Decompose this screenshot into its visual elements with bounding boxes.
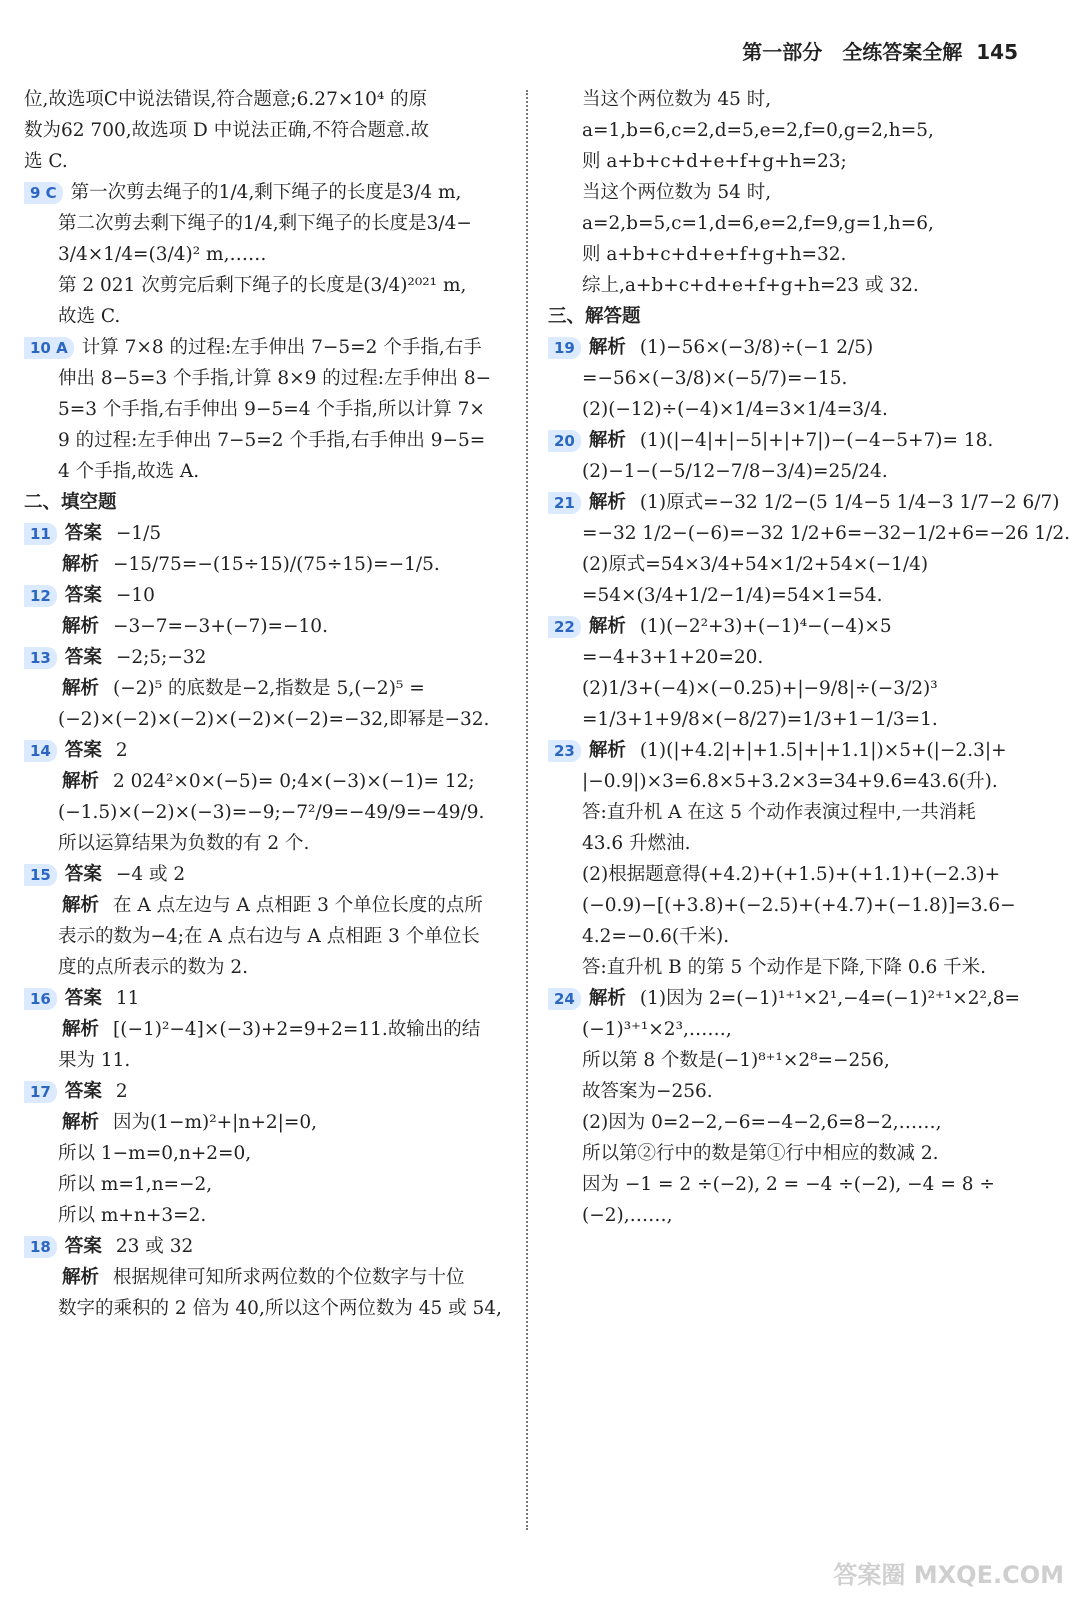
line-text: a=1,b=6,c=2,d=5,e=2,f=0,g=2,h=5, [582,120,934,141]
text-line [24,921,514,952]
line-text: 伸出 8−5=3 个手指,计算 8×9 的过程:左手伸出 8− [58,368,492,389]
line-text: 2 [115,740,128,761]
question-number-badge: 11 [24,523,57,545]
answer-label: 答案 [64,647,102,668]
line-text: (2)1/3+(−4)×(−0.25)+|−9/8|÷(−3/2)³ [582,678,938,699]
text-line [548,1169,1048,1200]
line-text: 故选 C. [58,306,121,327]
text-line [24,394,514,425]
text-line [548,673,1048,704]
line-text: =54×(3/4+1/2−1/4)=54×1=54. [582,585,883,606]
text-line [548,1045,1048,1076]
line-text: (1)原式=−32 1/2−(5 1/4−5 1/4−3 1/7−2 6/7) [639,492,1060,513]
text-line [548,704,1048,735]
line-text: (1)因为 2=(−1)¹⁺¹×2¹,−4=(−1)²⁺¹×2²,8= [639,988,1021,1009]
answer-label: 答案 [64,740,102,761]
right-column [548,84,1071,1231]
text-line [24,797,514,828]
question-number-badge: 10 A [24,337,74,359]
watermark-logo: 答案圈 MXQE.COM [833,1561,1064,1589]
text-line [548,394,1048,425]
text-line [548,766,1048,797]
question-number-badge: 21 [548,492,581,514]
line-text: 所以 m=1,n=−2, [58,1174,213,1195]
text-line [24,1138,514,1169]
line-text: −10 [115,585,155,606]
text-line [24,84,514,115]
question-number-badge: 22 [548,616,581,638]
text-line [548,270,1048,301]
line-text: 位,故选项C中说法错误,符合题意;6.27×10⁴ 的原 [24,89,428,110]
text-line [24,456,514,487]
text-line [548,1014,1048,1045]
question-number-badge: 23 [548,740,581,762]
line-text: (2)−1−(−5/12−7/8−3/4)=25/24. [582,461,888,482]
text-line [24,1014,514,1045]
line-text: 当这个两位数为 45 时, [582,89,772,110]
line-text: 因为(1−m)²+|n+2|=0, [113,1112,317,1133]
answer-label: 解析 [62,1019,100,1040]
question-number-badge: 24 [548,988,581,1010]
answer-label: 解析 [62,895,100,916]
line-text: (−2)⁵ 的底数是−2,指数是 5,(−2)⁵ = [113,678,425,699]
question-number-badge: 19 [548,337,581,359]
text-line [24,270,514,301]
text-line [548,115,1048,146]
text-line [24,1262,514,1293]
line-text: (1)−56×(−3/8)÷(−1 2/5) [639,337,874,358]
line-text: 9 的过程:左手伸出 7−5=2 个手指,右手伸出 9−5= [58,430,486,451]
text-line [548,239,1048,270]
text-line [548,487,1060,518]
question-number-badge: 13 [24,647,57,669]
text-line [24,1076,514,1107]
text-line [548,208,1048,239]
line-text: 第一次剪去绳子的1/4,剩下绳子的长度是3/4 m, [70,182,462,203]
line-text: 43.6 升燃油. [582,833,691,854]
line-text: 表示的数为−4;在 A 点右边与 A 点相距 3 个单位长 [58,926,480,947]
text-line [548,1138,1048,1169]
line-text: 所以 1−m=0,n+2=0, [58,1143,252,1164]
line-text: 第 2 021 次剪完后剩下绳子的长度是(3/4)²⁰²¹ m, [58,275,467,296]
text-line [548,983,1048,1014]
line-text: 数为62 700,故选项 D 中说法正确,不符合题意.故 [24,120,429,141]
text-line [24,208,514,239]
answer-label: 解析 [62,1267,100,1288]
text-line [548,363,1048,394]
text-line [548,580,1048,611]
answer-label: 解析 [588,988,626,1009]
line-text: (−1)³⁺¹×2³,……, [582,1019,732,1040]
text-line [548,921,1048,952]
line-text: −1/5 [115,523,162,544]
text-line [24,115,514,146]
text-line [548,518,1071,549]
line-text: 根据规律可知所求两位数的个位数字与十位 [113,1267,465,1288]
line-text: (2)因为 0=2−2,−6=−4−2,6=8−2,……, [582,1112,942,1133]
line-text: 果为 11. [58,1050,131,1071]
line-text: 4 个手指,故选 A. [58,461,200,482]
line-text: =1/3+1+9/8×(−8/27)=1/3+1−1/3=1. [582,709,938,730]
text-line [548,1200,1048,1231]
answer-label: 答案 [64,864,102,885]
line-text: 所以 m+n+3=2. [58,1205,207,1226]
line-text: 故答案为−256. [582,1081,713,1102]
text-line [548,549,1048,580]
line-text: 数字的乘积的 2 倍为 40,所以这个两位数为 45 或 54, [58,1298,502,1319]
text-line [24,1107,514,1138]
line-text: (−2),……, [582,1205,673,1226]
text-line [24,146,514,177]
text-line [548,146,1048,177]
line-text: (−1.5)×(−2)×(−3)=−9;−7²/9=−49/9=−49/9. [58,802,485,823]
line-text: 2 [115,1081,128,1102]
line-text: (−0.9)−[(+3.8)+(−2.5)+(+4.7)+(−1.8)]=3.6− [582,895,1016,916]
line-text: 3/4×1/4=(3/4)² m,…… [58,244,267,265]
line-text: 第二次剪去剩下绳子的1/4,剩下绳子的长度是3/4− [58,213,472,234]
section-heading: 二、填空题 [24,492,117,513]
line-text: 则 a+b+c+d+e+f+g+h=23; [582,151,847,172]
text-line [548,332,1048,363]
answer-label: 解析 [62,554,100,575]
answer-label: 答案 [64,585,102,606]
line-text: 选 C. [24,151,68,172]
question-number-badge: 14 [24,740,57,762]
line-text: 当这个两位数为 54 时, [582,182,772,203]
line-text: 4.2=−0.6(千米). [582,926,730,947]
text-line [24,766,514,797]
text-line [24,1231,514,1262]
line-text: 23 或 32 [115,1236,194,1257]
answer-label: 解析 [62,771,100,792]
line-text: 综上,a+b+c+d+e+f+g+h=23 或 32. [582,275,919,296]
text-line [548,611,1048,642]
text-line [24,673,514,704]
question-number-badge: 12 [24,585,57,607]
text-line [548,952,1048,983]
text-line [548,84,1048,115]
page-number: 145 [976,40,1018,64]
line-text: (2)原式=54×3/4+54×1/2+54×(−1/4) [582,554,929,575]
text-line [24,952,514,983]
line-text: 因为 −1 = 2 ÷(−2), 2 = −4 ÷(−2), −4 = 8 ÷ [582,1174,995,1195]
text-line [24,1200,514,1231]
text-line [548,890,1048,921]
line-text: (1)(|−4|+|−5|+|+7|)−(−4−5+7)= 18. [639,430,994,451]
line-text: 所以运算结果为负数的有 2 个. [58,833,310,854]
line-text: =−4+3+1+20=20. [582,647,764,668]
answer-label: 答案 [64,988,102,1009]
line-text: =−32 1/2−(−6)=−32 1/2+6=−32−1/2+6=−26 1/2. [582,523,1071,544]
text-line [24,890,514,921]
answer-label: 解析 [588,616,626,637]
line-text: |−0.9|)×3=6.8×5+3.2×3=34+9.6=43.6(升). [582,771,998,792]
text-line [24,642,514,673]
line-text: 度的点所表示的数为 2. [58,957,249,978]
line-text: −15/75=−(15÷15)/(75÷15)=−1/5. [113,554,440,575]
section-heading: 三、解答题 [548,306,641,327]
text-line [548,177,1048,208]
line-text: 答:直升机 A 在这 5 个动作表演过程中,一共消耗 [582,802,976,823]
text-line [24,425,514,456]
answer-label: 解析 [588,740,626,761]
text-line [24,239,514,270]
answer-label: 解析 [588,492,626,513]
line-text: (−2)×(−2)×(−2)×(−2)×(−2)=−32,即幂是−32. [58,709,490,730]
text-line [24,1045,514,1076]
line-text: 所以第 8 个数是(−1)⁸⁺¹×2⁸=−256, [582,1050,890,1071]
line-text: [(−1)²−4]×(−3)+2=9+2=11.故输出的结 [113,1019,481,1040]
line-text: 则 a+b+c+d+e+f+g+h=32. [582,244,847,265]
line-text: (1)(|+4.2|+|+1.5|+|+1.1|)×5+(|−2.3|+ [639,740,1007,761]
line-text: =−56×(−3/8)×(−5/7)=−15. [582,368,848,389]
answer-label: 解析 [62,616,100,637]
answer-label: 答案 [64,523,102,544]
text-line [24,983,514,1014]
page-header [742,36,1018,65]
answer-label: 解析 [62,678,100,699]
line-text: −3−7=−3+(−7)=−10. [113,616,328,637]
answer-label: 答案 [64,1236,102,1257]
line-text: 计算 7×8 的过程:左手伸出 7−5=2 个手指,右手 [81,337,482,358]
text-line [24,1293,514,1324]
text-line [24,828,514,859]
line-text: 所以第②行中的数是第①行中相应的数减 2. [582,1143,939,1164]
text-line [24,518,514,549]
text-line [24,611,514,642]
line-text: 2 024²×0×(−5)= 0;4×(−3)×(−1)= 12; [113,771,475,792]
question-number-badge: 18 [24,1236,57,1258]
header-section: 第一部分 全练答案全解 [742,40,963,64]
column-divider [526,90,528,1530]
text-line [24,177,514,208]
text-line [548,456,1048,487]
line-text: −4 或 2 [115,864,186,885]
text-line [548,642,1048,673]
line-text: 答:直升机 B 的第 5 个动作是下降,下降 0.6 千米. [582,957,987,978]
text-line [24,549,514,580]
text-line [548,1107,1048,1138]
text-line [24,735,514,766]
text-line [548,1076,1048,1107]
question-number-badge: 9 C [24,182,63,204]
text-line [24,859,514,890]
question-number-badge: 15 [24,864,57,886]
text-line [548,735,1048,766]
text-line [24,580,514,611]
text-line [24,1169,514,1200]
answer-label: 解析 [588,337,626,358]
line-text: (2)根据题意得(+4.2)+(+1.5)+(+1.1)+(−2.3)+ [582,864,1001,885]
text-line [24,363,514,394]
text-line [24,332,514,363]
text-line [548,859,1048,890]
answer-label: 答案 [64,1081,102,1102]
text-line [24,704,514,735]
line-text: a=2,b=5,c=1,d=6,e=2,f=9,g=1,h=6, [582,213,934,234]
line-text: 5=3 个手指,右手伸出 9−5=4 个手指,所以计算 7× [58,399,485,420]
line-text: 在 A 点左边与 A 点相距 3 个单位长度的点所 [113,895,483,916]
left-column [24,84,514,1324]
text-line [24,301,514,332]
text-line [548,425,1048,456]
question-number-badge: 16 [24,988,57,1010]
line-text: −2;5;−32 [115,647,207,668]
answer-label: 解析 [62,1112,100,1133]
text-line [548,797,1048,828]
text-line [548,828,1048,859]
line-text: 11 [115,988,140,1009]
line-text: (1)(−2²+3)+(−1)⁴−(−4)×5 [639,616,892,637]
question-number-badge: 20 [548,430,581,452]
line-text: (2)(−12)÷(−4)×1/4=3×1/4=3/4. [582,399,888,420]
question-number-badge: 17 [24,1081,57,1103]
answer-label: 解析 [588,430,626,451]
